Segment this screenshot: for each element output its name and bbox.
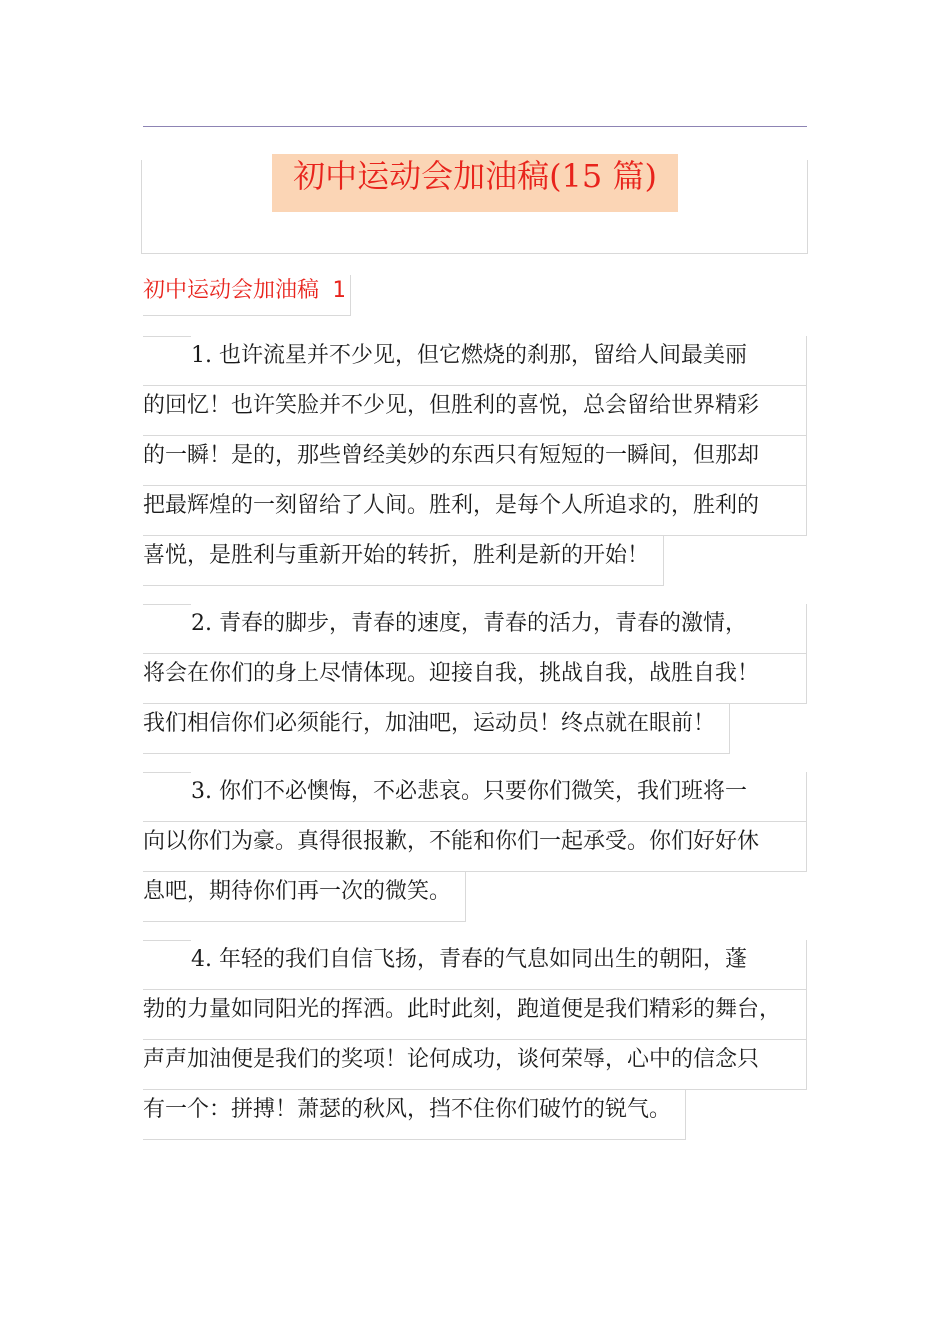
paragraph-line: 的回忆！也许笑脸并不少见，但胜利的喜悦，总会留给世界精彩 — [143, 386, 807, 436]
paragraph-4 — [143, 940, 807, 1140]
paragraph-line: 勃的力量如同阳光的挥洒。此时此刻，跑道便是我们精彩的舞台， — [143, 990, 807, 1040]
paragraph-line: 喜悦，是胜利与重新开始的转折，胜利是新的开始！ — [143, 536, 664, 586]
paragraph-line: 3. 你们不必懊悔，不必悲哀。只要你们微笑，我们班将一 — [143, 772, 807, 822]
header-rule — [143, 126, 807, 127]
paragraph-line: 息吧，期待你们再一次的微笑。 — [143, 872, 466, 922]
section-heading: 初中运动会加油稿 1 — [143, 275, 351, 316]
paragraph-2 — [143, 604, 807, 754]
paragraph-line: 2. 青春的脚步，青春的速度，青春的活力，青春的激情， — [143, 604, 807, 654]
paragraph-line: 的一瞬！是的，那些曾经美妙的东西只有短短的一瞬间，但那却 — [143, 436, 807, 486]
paragraph-line: 声声加油便是我们的奖项！论何成功，谈何荣辱，心中的信念只 — [143, 1040, 807, 1090]
paragraph-1 — [143, 336, 807, 586]
document-title: 初中运动会加油稿(15 篇) — [272, 154, 678, 212]
paragraph-3 — [143, 772, 807, 922]
paragraph-line: 向以你们为豪。真得很报歉，不能和你们一起承受。你们好好休 — [143, 822, 807, 872]
paragraph-line: 1. 也许流星并不少见，但它燃烧的刹那，留给人间最美丽 — [143, 336, 807, 386]
paragraph-line: 4. 年轻的我们自信飞扬，青春的气息如同出生的朝阳，蓬 — [143, 940, 807, 990]
paragraph-line: 我们相信你们必须能行，加油吧，运动员！终点就在眼前！ — [143, 704, 730, 754]
paragraph-line: 有一个：拼搏！萧瑟的秋风，挡不住你们破竹的锐气。 — [143, 1090, 686, 1140]
paragraph-line: 将会在你们的身上尽情体现。迎接自我，挑战自我，战胜自我！ — [143, 654, 807, 704]
paragraph-line: 把最辉煌的一刻留给了人间。胜利，是每个人所追求的，胜利的 — [143, 486, 807, 536]
